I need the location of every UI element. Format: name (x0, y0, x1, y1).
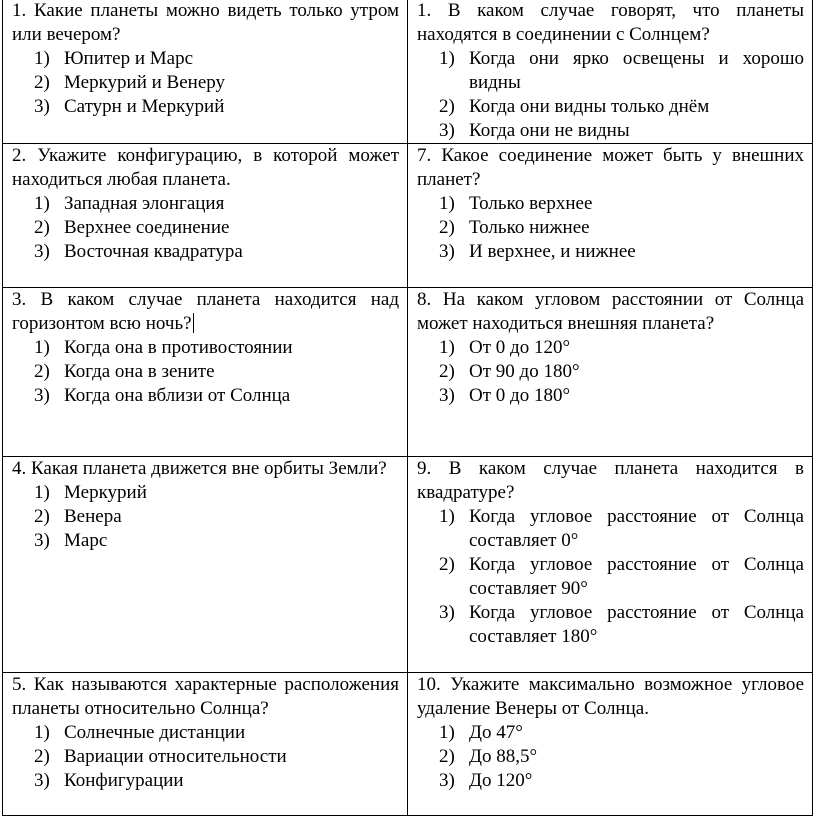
option-item (417, 240, 804, 264)
option-number: 3) (34, 770, 50, 791)
options-list (417, 192, 804, 264)
option-text: И верхнее, и нижнее (469, 241, 636, 262)
option-number: 1) (439, 48, 455, 69)
option-number: 1) (34, 337, 50, 358)
option-text: Когда угловое расстояние от Солнца составляет 90° (469, 554, 804, 599)
question-text (417, 144, 804, 192)
option-item (12, 95, 399, 119)
options-list (12, 192, 399, 264)
options-list (417, 47, 804, 143)
option-text: Меркурий (64, 482, 147, 503)
option-text: Конфигурации (64, 770, 184, 791)
option-number: 1) (34, 722, 50, 743)
options-list (417, 505, 804, 649)
option-text: Когда она в противостоянии (64, 337, 293, 358)
question-cell[interactable] (408, 673, 813, 816)
question-label: В каком случае планета находится в квадратуре? (417, 458, 805, 503)
option-item (12, 360, 399, 384)
question-label: Какое соединение может быть у внешних планет? (417, 145, 805, 190)
question-cell[interactable] (408, 144, 813, 288)
option-number: 3) (34, 96, 50, 117)
option-number: 1) (34, 48, 50, 69)
option-item (417, 505, 804, 553)
option-text: Вариации относительности (64, 746, 287, 767)
option-item (417, 384, 804, 408)
option-item (12, 336, 399, 360)
question-cell[interactable] (3, 144, 408, 288)
option-text: Верхнее соединение (64, 217, 230, 238)
question-text (12, 673, 399, 721)
question-cell[interactable] (3, 673, 408, 816)
option-text: Когда угловое расстояние от Солнца составляет 180° (469, 602, 804, 647)
option-text: Восточная квадратура (64, 241, 243, 262)
options-list (12, 481, 399, 553)
options-list (417, 336, 804, 408)
option-item (12, 71, 399, 95)
option-item (417, 601, 804, 649)
option-item (12, 721, 399, 745)
question-label: Укажите максимально возможное угловое удаление Венеры от Солнца. (417, 674, 805, 719)
question-number: 7. (417, 145, 432, 166)
option-number: 3) (439, 770, 455, 791)
option-text: Когда они ярко освещены и хорошо видны (469, 48, 804, 93)
option-item (417, 360, 804, 384)
option-item (417, 95, 804, 119)
table-row (3, 144, 813, 288)
options-list (12, 336, 399, 408)
option-text: Только нижнее (469, 217, 590, 238)
question-cell[interactable] (3, 288, 408, 457)
option-number: 2) (439, 217, 455, 238)
question-label: Какая планета движется вне орбиты Земли? (31, 458, 387, 479)
question-label: В каком случае планета находится над горизонтом всю ночь? (12, 289, 400, 334)
table-row (3, 673, 813, 816)
option-number: 3) (439, 385, 455, 406)
question-label: Какие планеты можно видеть только утром или вечером? (12, 0, 400, 45)
option-number: 1) (439, 506, 455, 527)
question-number: 10. (417, 674, 441, 695)
option-text: Когда угловое расстояние от Солнца составляет 0° (469, 506, 804, 551)
question-number: 2. (12, 145, 27, 166)
option-item (12, 47, 399, 71)
option-number: 1) (439, 337, 455, 358)
option-item (12, 216, 399, 240)
question-cell[interactable] (408, 457, 813, 673)
option-item (12, 745, 399, 769)
option-number: 2) (34, 72, 50, 93)
option-item (12, 192, 399, 216)
question-label: На каком угловом расстоянии от Солнца может находиться внешняя планета? (417, 289, 805, 334)
question-text (417, 673, 804, 721)
question-label: В каком случае говорят, что планеты находятся в соединении с Солнцем? (417, 0, 804, 45)
option-text: Меркурий и Венеру (64, 72, 225, 93)
text-cursor (193, 313, 194, 333)
question-label: Укажите конфигурацию, в которой может находиться любая планета. (12, 145, 399, 190)
option-number: 2) (34, 361, 50, 382)
option-item (12, 769, 399, 793)
option-item (417, 745, 804, 769)
option-text: От 0 до 180° (469, 385, 571, 406)
table-row (3, 457, 813, 673)
option-text: До 88,5° (469, 746, 538, 767)
question-text (417, 0, 804, 47)
option-number: 2) (439, 361, 455, 382)
question-text (12, 457, 399, 481)
option-item (417, 47, 804, 95)
options-list (417, 721, 804, 793)
option-text: Когда она в зените (64, 361, 215, 382)
option-number: 2) (439, 96, 455, 117)
option-text: Когда она вблизи от Солнца (64, 385, 291, 406)
option-text: Юпитер и Марс (64, 48, 194, 69)
option-number: 1) (439, 722, 455, 743)
quiz-table (2, 0, 813, 816)
option-item (417, 119, 804, 143)
option-number: 2) (34, 506, 50, 527)
option-text: Венера (64, 506, 122, 527)
option-item (12, 505, 399, 529)
question-number: 8. (417, 289, 432, 310)
question-number: 1. (417, 0, 432, 21)
option-text: До 120° (469, 770, 533, 791)
question-number: 3. (12, 289, 27, 310)
question-text (12, 288, 399, 336)
table-row (3, 0, 813, 144)
question-text (417, 457, 804, 505)
option-number: 1) (439, 193, 455, 214)
option-text: Сатурн и Меркурий (64, 96, 225, 117)
question-number: 9. (417, 458, 432, 479)
question-cell[interactable] (408, 0, 813, 144)
option-number: 3) (34, 385, 50, 406)
table-row (3, 288, 813, 457)
option-text: Когда они не видны (469, 120, 630, 141)
option-item (417, 769, 804, 793)
option-item (12, 529, 399, 553)
option-item (417, 192, 804, 216)
question-cell[interactable] (3, 457, 408, 673)
option-text: Западная элонгация (64, 193, 225, 214)
option-item (12, 384, 399, 408)
question-number: 4. (12, 458, 27, 479)
question-text (12, 144, 399, 192)
option-item (417, 721, 804, 745)
option-item (12, 240, 399, 264)
option-text: От 0 до 120° (469, 337, 571, 358)
option-item (417, 553, 804, 601)
option-number: 3) (439, 120, 455, 141)
option-number: 2) (34, 217, 50, 238)
option-number: 3) (439, 241, 455, 262)
question-text (417, 288, 804, 336)
question-text (12, 0, 399, 47)
option-text: До 47° (469, 722, 523, 743)
option-text: Только верхнее (469, 193, 593, 214)
option-text: От 90 до 180° (469, 361, 580, 382)
options-list (12, 47, 399, 119)
question-cell[interactable] (3, 0, 408, 144)
option-number: 3) (439, 602, 455, 623)
question-cell[interactable] (408, 288, 813, 457)
question-number: 5. (12, 674, 27, 695)
option-item (12, 481, 399, 505)
option-number: 3) (34, 241, 50, 262)
option-number: 3) (34, 530, 50, 551)
question-label: Как называются характерные расположения планеты относительно Солнца? (12, 674, 400, 719)
option-number: 1) (34, 193, 50, 214)
option-number: 1) (34, 482, 50, 503)
option-item (417, 336, 804, 360)
option-number: 2) (439, 746, 455, 767)
question-number: 1. (12, 0, 27, 21)
option-item (417, 216, 804, 240)
options-list (12, 721, 399, 793)
option-text: Солнечные дистанции (64, 722, 246, 743)
option-text: Когда они видны только днём (469, 96, 710, 117)
option-number: 2) (34, 746, 50, 767)
option-text: Марс (64, 530, 108, 551)
option-number: 2) (439, 554, 455, 575)
